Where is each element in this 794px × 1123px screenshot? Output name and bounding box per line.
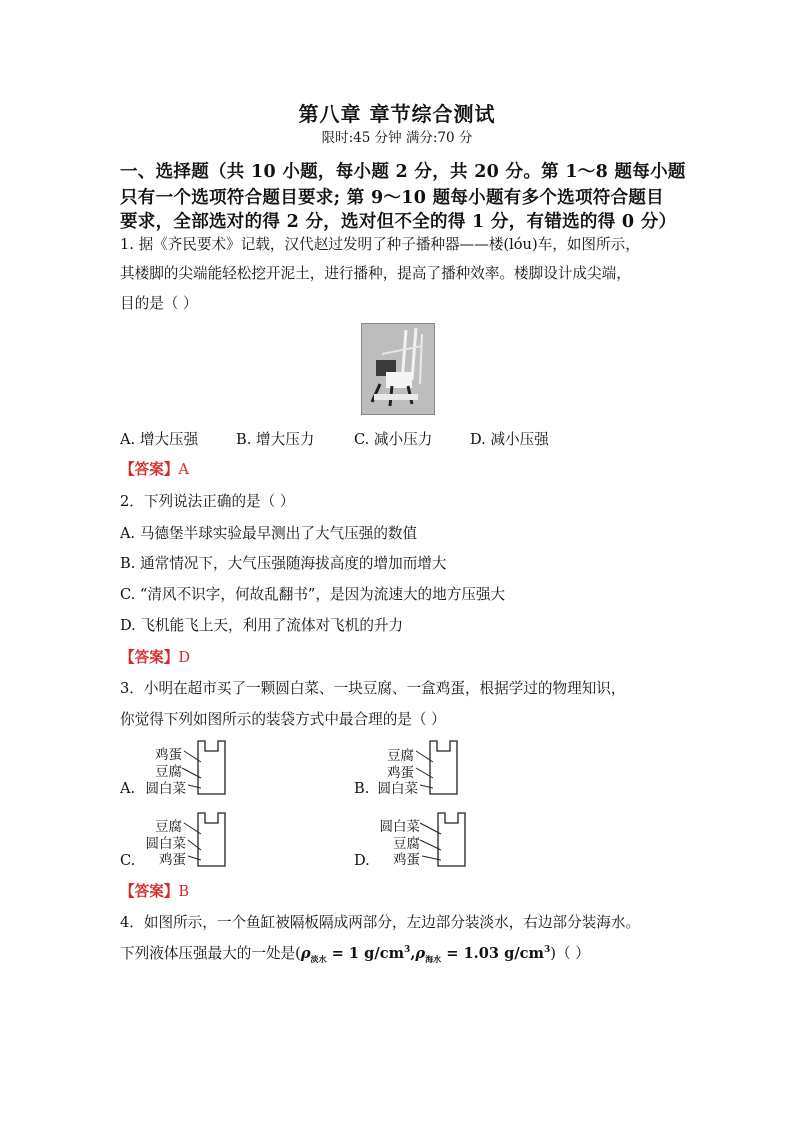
q2-stem: 2．下列说法正确的是（ ）	[120, 493, 295, 510]
q3-answer-label: 【答案】	[120, 883, 179, 900]
q2-option-d: D. 飞机能飞上天，利用了流体对飞机的升力	[120, 617, 404, 634]
q1-option-b: B. 增大压力	[236, 431, 315, 448]
seeder-photo	[361, 323, 435, 415]
q3-stem-line-2: 你觉得下列如图所示的装袋方式中最合理的是（ ）	[120, 711, 446, 728]
q4-density-fresh: = 1 g/cm	[326, 945, 405, 962]
q1-answer	[120, 458, 189, 479]
q2-option-a: A. 马德堡半球实验最早测出了大气压强的数值	[120, 525, 418, 542]
section-heading-line-3: 要求，全部选对的得 2 分，选对但不全的得 1 分，有错选的得 0 分）	[120, 212, 677, 232]
page-title: 第八章 章节综合测试	[298, 102, 496, 126]
q4-sup-2: 3	[544, 945, 551, 956]
q4-sup-1: 3	[404, 945, 411, 956]
section-heading-line-2: 只有一个选项符合题目要求; 第 9～10 题每小题有多个选项符合题目	[120, 188, 664, 208]
q3-option-c-letter: C.	[120, 852, 136, 869]
q1-stem-line-3: 目的是（ ）	[120, 295, 198, 312]
q3-option-a-letter: A.	[120, 780, 136, 797]
q1-answer-value: A	[178, 461, 189, 478]
q1-answer-label: 【答案】	[120, 461, 179, 478]
q3-b-label-middle: 鸡蛋	[387, 765, 414, 781]
q3-c-bag-diagram	[168, 810, 234, 870]
q3-b-bag-diagram	[400, 738, 466, 798]
q3-option-d-letter: D.	[354, 852, 370, 869]
q1-option-d: D. 减小压强	[470, 431, 549, 448]
q2-answer-label: 【答案】	[120, 649, 179, 666]
q4-stem-line-2	[120, 942, 590, 965]
q4-separator: ,	[410, 945, 416, 962]
q3-c-label-top: 豆腐	[155, 819, 182, 835]
q4-stem-suffix: )（ ）	[550, 945, 590, 962]
q3-d-label-top: 圆白菜	[379, 819, 420, 835]
q2-answer	[120, 646, 190, 667]
q3-a-label-bottom: 圆白菜	[145, 781, 186, 797]
q1-option-a: A. 增大压强	[120, 431, 199, 448]
q1-stem-line-1: 1. 据《齐民要术》记载，汉代赵过发明了种子播种器——楼(lóu)车，如图所示，	[120, 236, 640, 253]
q3-d-bag-diagram	[408, 810, 474, 870]
q3-c-label-middle: 圆白菜	[145, 836, 186, 852]
q4-rho-1: ρ	[300, 945, 311, 962]
q4-subscript-fresh: 淡水	[310, 953, 327, 964]
q3-a-label-top: 鸡蛋	[155, 747, 182, 763]
q3-d-label-bottom: 鸡蛋	[393, 852, 420, 868]
q3-b-label-bottom: 圆白菜	[377, 781, 418, 797]
q3-answer	[120, 880, 189, 901]
q3-answer-value: B	[178, 883, 190, 900]
q4-density-sea: = 1.03 g/cm	[441, 945, 545, 962]
page-subtitle: 限时:45 分钟 满分:70 分	[321, 130, 473, 146]
q3-b-label-top: 豆腐	[387, 748, 414, 764]
q3-c-label-bottom: 鸡蛋	[159, 852, 186, 868]
q1-option-c: C. 减小压力	[354, 431, 433, 448]
q4-rho-2: ρ	[415, 945, 426, 962]
q1-stem-line-2: 其楼脚的尖端能轻松挖开泥土，进行播种，提高了播种效率。楼脚设计成尖端，	[120, 265, 631, 282]
q2-option-b: B. 通常情况下，大气压强随海拔高度的增加而增大	[120, 555, 447, 572]
q4-subscript-sea: 海水	[425, 953, 442, 964]
q3-a-label-middle: 豆腐	[155, 764, 182, 780]
q2-answer-value: D	[178, 649, 191, 666]
q3-a-bag-diagram	[168, 738, 234, 798]
q3-stem-line-1: 3．小明在超市买了一颗圆白菜、一块豆腐、一盒鸡蛋，根据学过的物理知识，	[120, 680, 626, 697]
section-heading-line-1: 一、选择题（共 10 小题，每小题 2 分，共 20 分。第 1～8 题每小题	[120, 162, 686, 182]
q2-option-c: C. “清风不识字，何故乱翻书”，是因为流速大的地方压强大	[120, 586, 506, 603]
q3-option-b-letter: B.	[354, 780, 370, 797]
q4-stem-line-1: 4．如图所示，一个鱼缸被隔板隔成两部分，左边部分装淡水，右边部分装海水。	[120, 914, 641, 931]
q3-d-label-middle: 豆腐	[393, 836, 420, 852]
q4-stem-prefix: 下列液体压强最大的一处是(	[120, 945, 301, 962]
